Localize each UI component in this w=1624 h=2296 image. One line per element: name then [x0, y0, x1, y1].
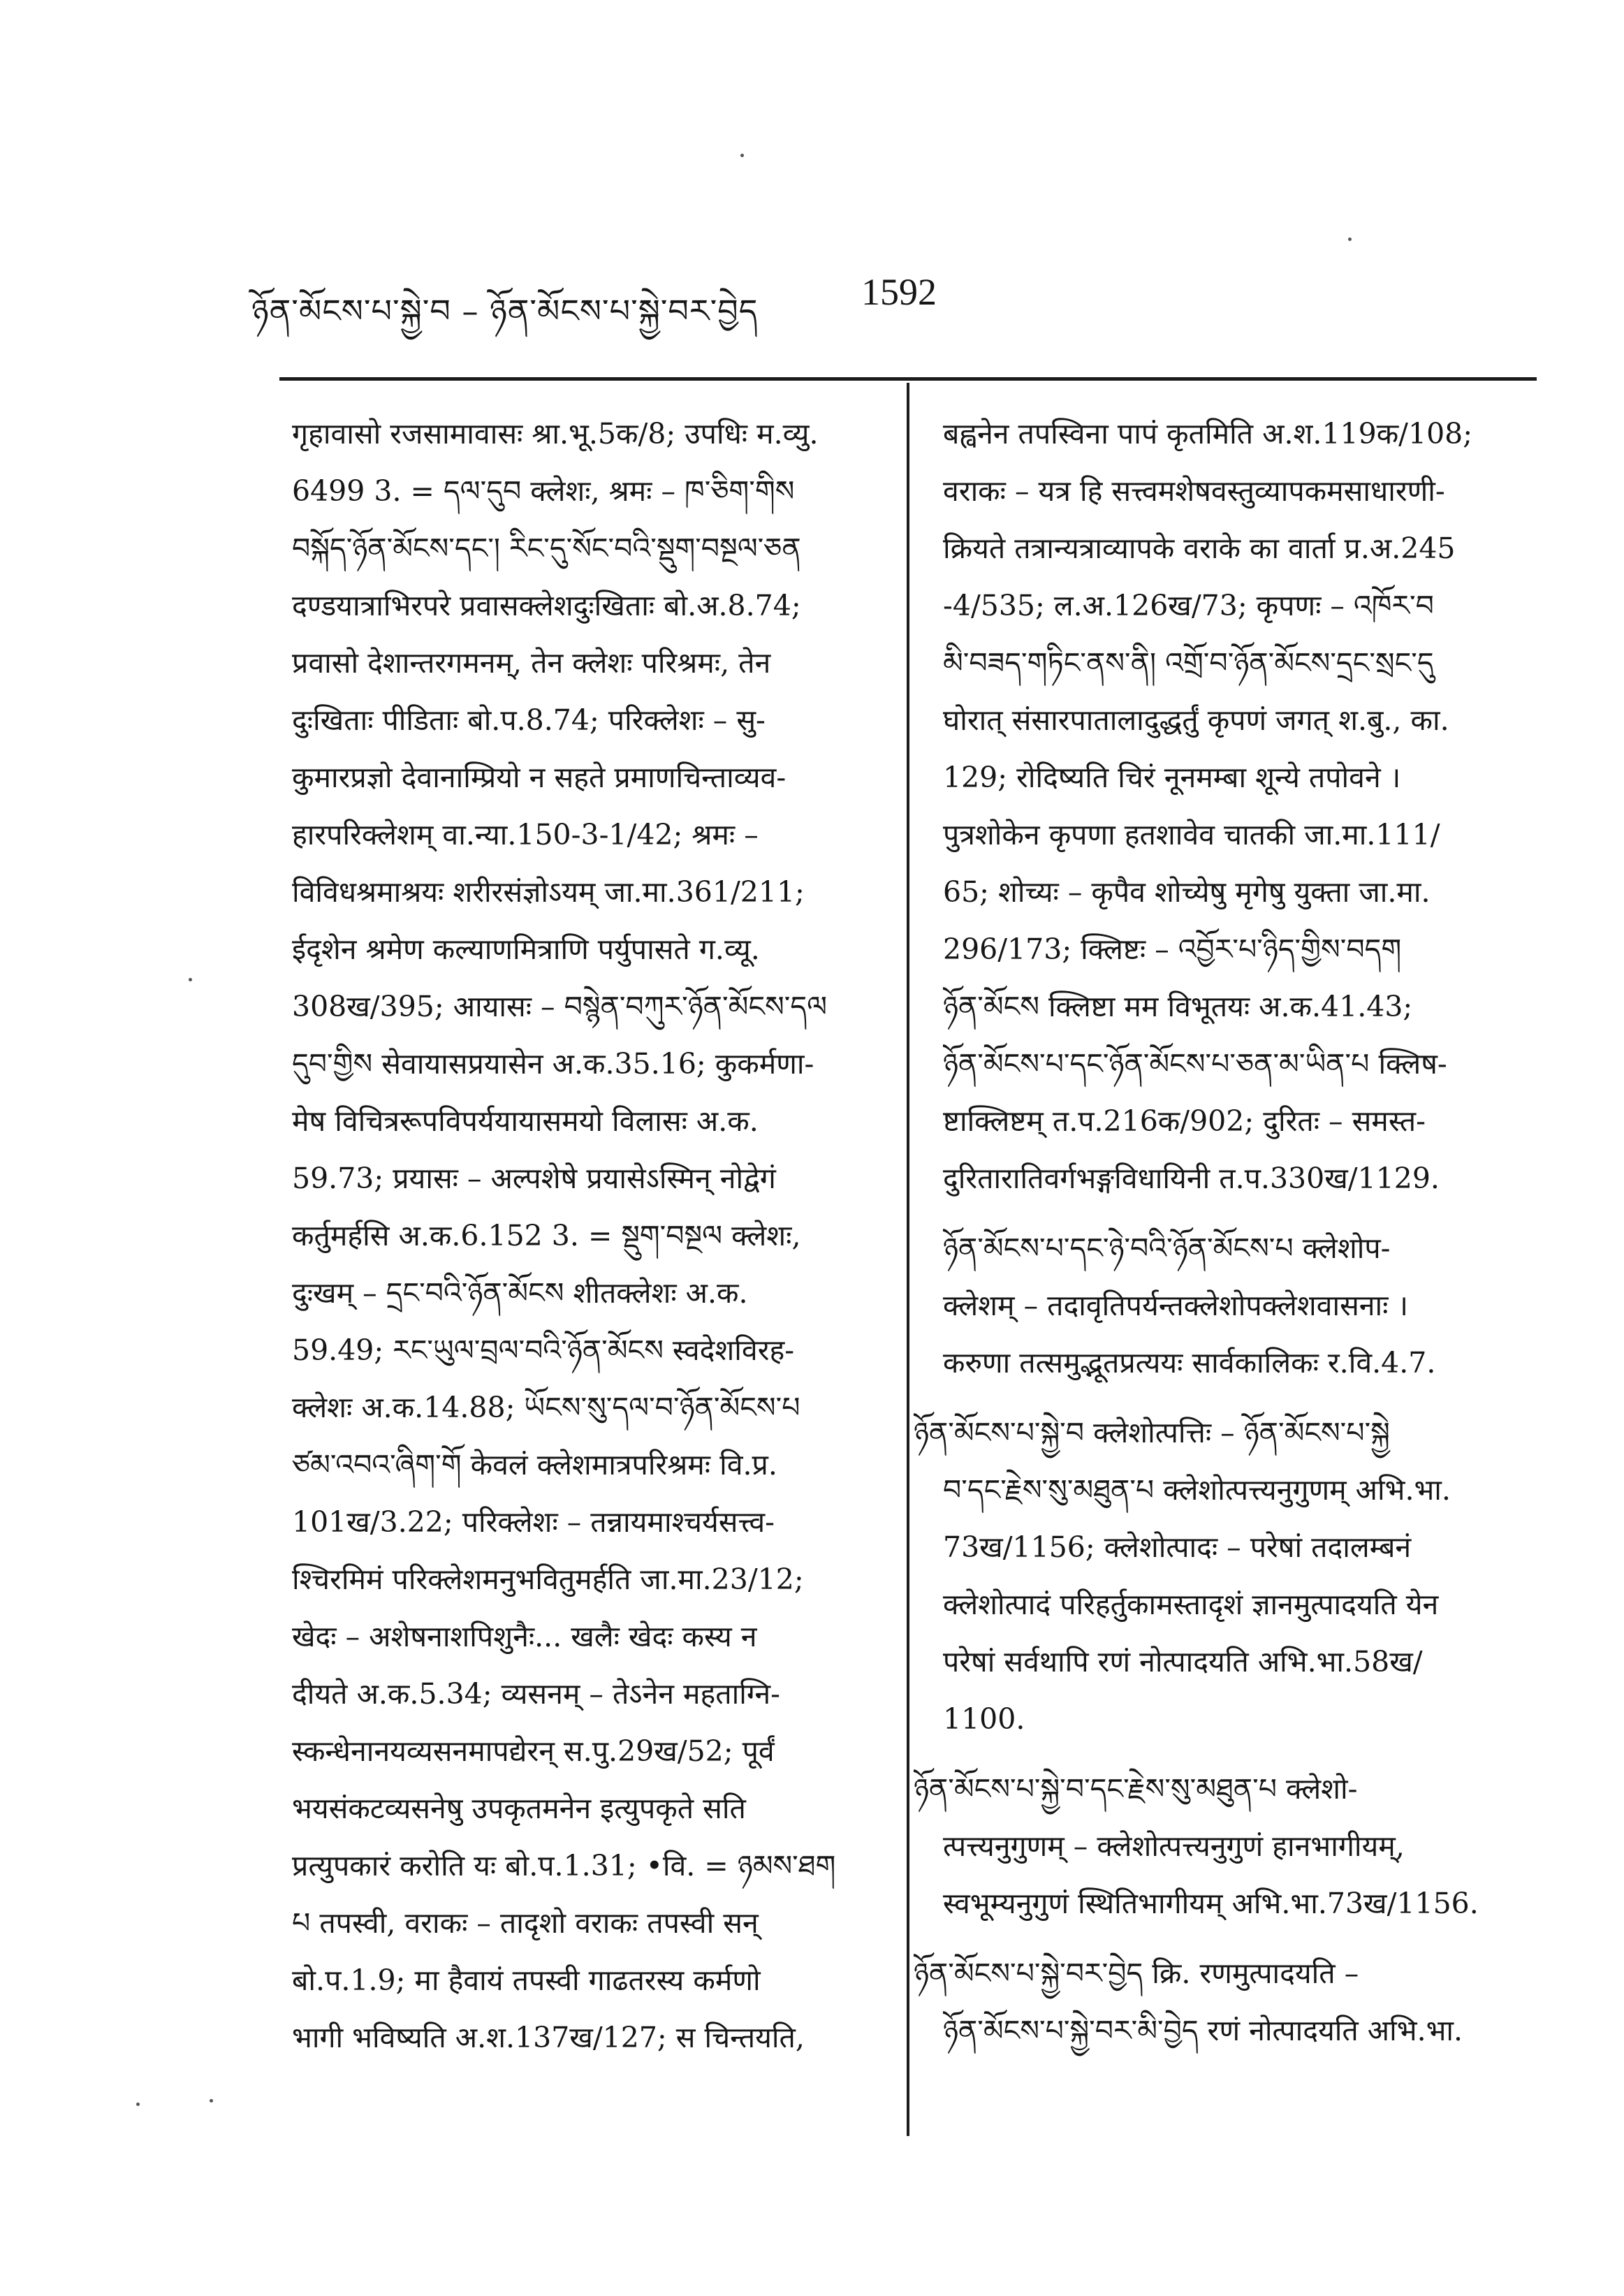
scan-speck	[189, 978, 192, 981]
left-column	[292, 405, 856, 2066]
entry-headword-line: ཉོན་མོངས་པ་སྐྱེ་བ་དང་རྗེས་སུ་མཐུན་པ क्लेशो-	[914, 1772, 1358, 1806]
text-line: 59.73; प्रयासः – अल्पशेषे प्रयासेऽस्मिन् नोद्वेगं	[292, 1162, 776, 1195]
text-line: क्रियते तत्रान्यत्राव्यापके वराके का वार्ता प्र.अ.245	[943, 532, 1456, 565]
column-divider	[907, 383, 909, 2136]
text-line: 1100.	[943, 1702, 1025, 1736]
text-line: པ तपस्वी, वराकः – तादृशो वराकः तपस्वी सन्	[292, 1906, 759, 1940]
text-line: करुणा तत्समुद्भूतप्रत्ययः सार्वकालिकः र.वि.4.7.	[943, 1346, 1436, 1380]
text-line: दुरितारातिवर्गभङ्गविधायिनी त.प.330ख/1129.	[943, 1162, 1440, 1195]
text-line: त्पत्त्यनुगुणम् – क्लेशोत्पत्त्यनुगुणं हानभागीयम्,	[943, 1829, 1405, 1863]
scan-speck	[1348, 237, 1352, 241]
text-line: ष्टाक्लिष्टम् त.प.216क/902; दुरितः – समस्त-	[943, 1104, 1426, 1138]
text-line: བསྐོད་ཉོན་མོངས་དང་། རིང་དུ་སོང་བའི་སྡུག་བསྔལ་ཅན	[292, 532, 801, 565]
text-line: घोरात् संसारपातालादुद्धर्तुं कृपणं जगत् श.बु., का.	[943, 703, 1449, 737]
text-line: खेदः – अशेषनाशपिशुनैः... खलैः खेदः कस्य न	[292, 1620, 757, 1653]
text-line: 296/173; क्लिष्टः – འབྱོར་པ་ཉིད་གྱིས་བདག	[943, 933, 1402, 966]
text-line: प्रत्युपकारं करोति यः बो.प.1.31; •वि. = ཉམས་ཐག	[292, 1849, 836, 1882]
text-line: क्लेशम् – तदावृतिपर्यन्तक्लेशोपक्लेशवासनाः ।	[943, 1289, 1409, 1322]
text-line: कुमारप्रज्ञो देवानाम्प्रियो न सहते प्रमाणचिन्ताव्यव-	[292, 761, 787, 794]
text-line: ཉོན་མོངས་པ་དང་ཉོན་མོངས་པ་ཅན་མ་ཡིན་པ क्लिष-	[943, 1047, 1447, 1081]
right-column	[914, 405, 1530, 2059]
text-line: श्चिरमिमं परिक्लेशमनुभवितुमर्हति जा.मा.23/12;	[292, 1563, 804, 1596]
text-line: 129; रोदिष्यति चिरं नूनमम्बा शून्ये तपोवने ।	[943, 761, 1401, 794]
text-line: 59.49; རང་ཡུལ་བྲལ་བའི་ཉོན་མོངས स्वदेशविरह-	[292, 1333, 795, 1367]
text-line: हारपरिक्लेशम् वा.न्या.150-3-1/42; श्रमः –	[292, 818, 759, 851]
entry-headword-line: ཉོན་མོངས་པ་སྐྱེ་བར་བྱེད क्रि. रणमुत्पादयति –	[914, 1957, 1359, 1990]
text-line: 308ख/395; आयासः – བསྙེན་བཀུར་ཉོན་མོངས་དལ	[292, 990, 828, 1023]
text-line: बह्वनेन तपस्विना पापं कृतमिति अ.श.119क/108;	[943, 417, 1473, 451]
text-line: मेष विचित्ररूपविपर्ययायासमयो विलासः अ.क.	[292, 1104, 759, 1138]
text-line: 101ख/3.22; परिक्लेशः – तन्नायमाश्चर्यसत्त्व-	[292, 1505, 775, 1539]
text-line: प्रवासो देशान्तरगमनम्, तेन क्लेशः परिश्रमः, तेन	[292, 646, 771, 680]
running-header	[251, 271, 1369, 332]
text-line: परेषां सर्वथापि रणं नोत्पादयति अभि.भा.58ख/	[943, 1645, 1423, 1679]
text-line: བ་དང་རྗེས་སུ་མཐུན་པ क्लेशोत्पत्त्यनुगुणम् अभि.भा.	[943, 1473, 1451, 1507]
text-line: विविधश्रमाश्रयः शरीरसंज्ञोऽयम् जा.मा.361/211;	[292, 875, 805, 909]
text-line: མི་བཟད་གཏིང་ནས་ནི། འགྲོ་བ་ཉོན་མོངས་དྲང་སྲང་དུ	[943, 646, 1434, 680]
text-line: ཉོན་མོངས क्लिष्टा मम विभूतयः अ.क.41.43;	[943, 990, 1413, 1023]
text-line: दुःखम् – དྲང་བའི་ཉོན་མོངས शीतक्लेशः अ.क.	[292, 1276, 748, 1310]
text-line: दण्डयात्राभिरपरे प्रवासक्लेशदुःखिताः बो.अ.8.74;	[292, 589, 801, 622]
text-line: -4/535; ल.अ.126ख/73; कृपणः – འཁོར་བ	[943, 589, 1434, 622]
entry-headword-line: ཉོན་མོངས་པ་དང་ཉེ་བའི་ཉོན་མོངས་པ क्लेशोप-	[943, 1231, 1391, 1265]
text-line: पुत्रशोकेन कृपणा हतशावेव चातकी जा.मा.111/	[943, 818, 1440, 851]
text-line: दीयते अ.क.5.34; व्यसनम् – तेऽनेन महताग्नि-	[292, 1677, 781, 1711]
scan-speck	[740, 154, 744, 157]
text-line: दुःखिताः पीडिताः बो.प.8.74; परिक्लेशः – सु-	[292, 703, 766, 737]
text-line: भयसंकटव्यसनेषु उपकृतमनेन इत्युपकृते सति	[292, 1792, 746, 1825]
text-line: भागी भविष्यति अ.श.137ख/127; स चिन्तयति,	[292, 2021, 805, 2054]
text-line: कर्तुमर्हसि अ.क.6.152 3. = སྡུག་བསྔལ क्लेशः,	[292, 1219, 801, 1252]
text-line: स्वभूम्यनुगुणं स्थितिभागीयम् अभि.भा.73ख/1156.	[943, 1887, 1479, 1920]
text-line: क्लेशः अ.क.14.88; ཡོངས་སུ་དལ་བ་ཉོན་མོངས་པ	[292, 1391, 800, 1424]
text-line: गृहावासो रजसामावासः श्रा.भू.5क/8; उपधिः म.व्यु.	[292, 417, 819, 451]
text-line: क्लेशोत्पादं परिहर्तुकामस्तादृशं ज्ञानमुत्पादयति येन	[943, 1588, 1439, 1621]
text-line: वराकः – यत्र हि सत्त्वमशेषवस्तुव्यापकमसाधारणी-	[943, 474, 1445, 508]
text-line: 6499 3. = དལ་དུབ क्लेशः, श्रमः – ཁ་ཅིག་གིས	[292, 474, 795, 508]
running-title: ཉོན་མོངས་པ་སྐྱེ་བ – ཉོན་མོངས་པ་སྐྱེ་བར་བྱེད	[251, 292, 759, 330]
header-rule	[279, 377, 1537, 381]
scan-speck	[210, 2099, 213, 2103]
scan-speck	[136, 2103, 140, 2106]
text-line: ཙམ་འབའ་ཞིག་གོ केवलं क्लेशमात्रपरिश्रमः वि.प्र.	[292, 1448, 777, 1482]
text-line: बो.प.1.9; मा हैवायं तपस्वी गाढतरस्य कर्मणो	[292, 1964, 761, 1997]
page-number: 1592	[861, 271, 937, 313]
text-line: ईदृशेन श्रमेण कल्याणमित्राणि पर्युपासते ग.व्यू.	[292, 933, 760, 966]
entry-headword-line: ཉོན་མོངས་པ་སྐྱེ་བ क्लेशोत्पत्तिः – ཉོན་མོངས་པ་སྐྱེ	[914, 1416, 1390, 1449]
text-line: स्कन्धेनानयव्यसनमापद्येरन् स.पु.29ख/52; पूर्वं	[292, 1734, 775, 1768]
text-line: ཉོན་མོངས་པ་སྐྱེ་བར་མི་བྱེད रणं नोत्पादयति अभि.भा.	[943, 2014, 1463, 2047]
text-line: དུབ་གྱིས सेवायासप्रयासेन अ.क.35.16; कुकर्मणा-	[292, 1047, 814, 1081]
text-line: 73ख/1156; क्लेशोत्पादः – परेषां तदालम्बनं	[943, 1530, 1412, 1564]
text-line: 65; शोच्यः – कृपैव शोच्येषु मृगेषु युक्ता जा.मा.	[943, 875, 1431, 909]
